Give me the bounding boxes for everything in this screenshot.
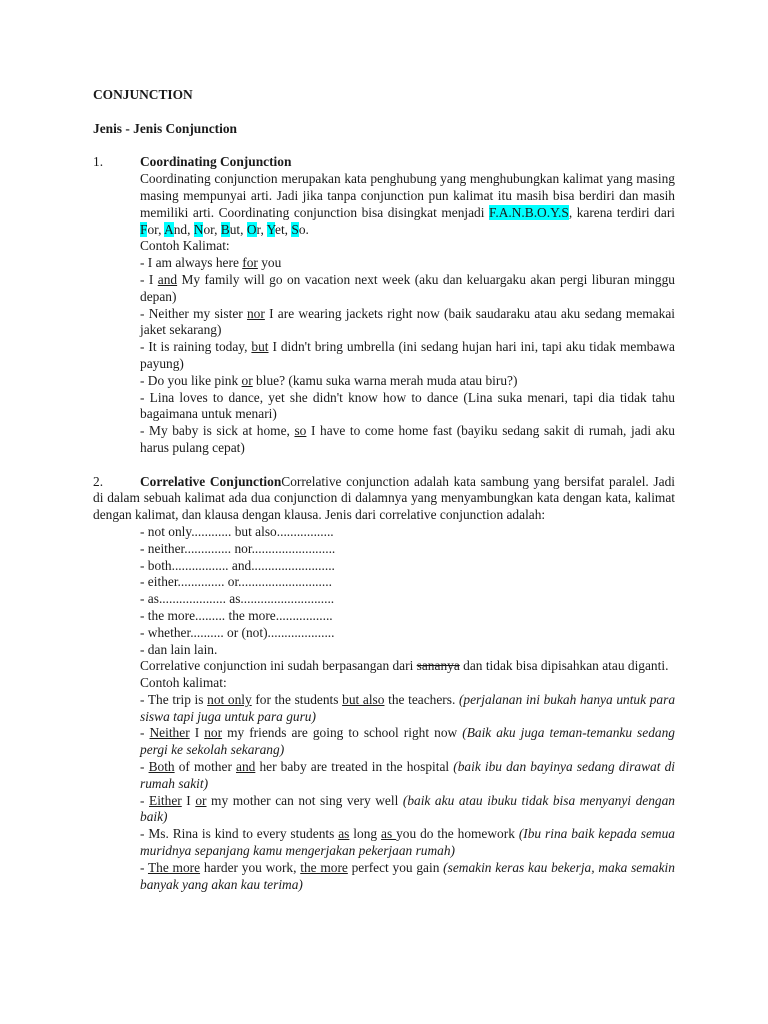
letter-highlight: O: [246, 221, 257, 237]
letter-highlight: Y: [266, 221, 275, 237]
letter-highlight: N: [193, 221, 204, 237]
example-line: - The trip is not only for the students but also the teachers. (perjalanan ini bukah hanya untuk para siswa tapi juga untuk para guru): [140, 691, 676, 724]
section-correlative: [93, 474, 675, 894]
section-intro: 2. Correlative ConjunctionCorrelative conjunction adalah kata sambung yang bersifat paralel. Jadi di dalam sebuah kalimat ada dua conjunction di dalamnya yang menyambungkan kata dengan kata, kalimat dengan kalimat, dan klausa dengan klausa. Jenis dari correlative conjunction adalah:: [93, 473, 675, 523]
pattern-item: - both................. and.........................: [140, 557, 335, 573]
correlative-body: [93, 524, 675, 894]
example-line: - Both of mother and her baby are treated in the hospital (baik ibu dan bayinya sedang dirawat di rumah sakit): [140, 759, 675, 791]
example-line: - Ms. Rina is kind to every students as long as you do the homework (Ibu rina baik kepada semua muridnya sepanjang kamu mengerjakan pekerjaan rumah): [140, 826, 675, 859]
pattern-item: - not only............ but also.................: [140, 523, 334, 539]
section-heading: Correlative Conjunction: [140, 473, 282, 489]
pattern-item: - the more......... the more.................: [140, 607, 333, 623]
pattern-item: - neither.............. nor.........................: [140, 540, 336, 556]
example-line: - Either I or my mother can not sing very well (baik aku atau ibuku tidak bisa menyanyi dengan baik): [140, 792, 675, 825]
pattern-item: - either.............. or............................: [140, 574, 332, 590]
document-page: [93, 87, 675, 893]
example-line: - Neither I nor my friends are going to school right now (Baik aku juga teman-temanku sedang pergi ke sekolah sekarang): [140, 725, 675, 758]
pattern-item: - dan lain lain.: [140, 641, 218, 657]
examples-label: Contoh kalimat:: [140, 675, 227, 691]
section-heading: Coordinating Conjunction: [140, 154, 292, 170]
examples-label: Contoh Kalimat:: [140, 238, 230, 254]
pattern-item: - as.................... as............................: [140, 591, 335, 607]
letter-highlight: A: [164, 221, 174, 237]
letter-highlight: F: [140, 221, 148, 237]
section-intro: Coordinating conjunction merupakan kata penghubung yang menghubungkan kalimat yang masing masing mempunyai arti. Jadi jika tanpa conjunction pun kalimat itu masih bisa berdiri dan masih memiliki arti. Coordinating conjunction bisa disingkat menjadi F.A.N.B.O.Y.S, karena terdiri dari For, And, Nor, But, Or, Yet, So.: [140, 171, 675, 237]
section-number: 2.: [93, 473, 104, 489]
example-line: - Lina loves to dance, yet she didn't know how to dance (Lina suka menari, tapi dia tidak tahu bagaimana untuk menari): [140, 389, 675, 422]
example-line: - Neither my sister nor I are wearing jackets right now (baik saudaraku atau aku sedang memakai jaket sekarang): [140, 305, 675, 338]
section-number: 1.: [93, 154, 104, 170]
document-title: CONJUNCTION: [93, 87, 193, 102]
example-line: - I am always here for you: [140, 255, 282, 271]
fanboys-highlight: F.A.N.B.O.Y.S: [489, 204, 569, 220]
letter-highlight: B: [220, 221, 230, 237]
example-line: - I and My family will go on vacation next week (aku dan keluargaku akan pergi liburan minggu depan): [140, 271, 675, 304]
correlative-note: Correlative conjunction ini sudah berpasangan dari sananya dan tidak bisa dipisahkan atau diganti.: [140, 658, 669, 674]
example-line: - Do you like pink or blue? (kamu suka warna merah muda atau biru?): [140, 372, 518, 388]
document-subtitle: Jenis - Jenis Conjunction: [93, 120, 237, 136]
section-coordinating: [93, 154, 675, 456]
example-line: - My baby is sick at home, so I have to come home fast (bayiku sedang sakit di rumah, jadi aku harus pulang cepat): [140, 423, 675, 455]
pattern-item: - whether.......... or (not)....................: [140, 624, 335, 640]
letter-highlight: S: [291, 221, 299, 237]
example-line: - The more harder you work, the more perfect you gain (semakin keras kau bekerja, maka semakin banyak yang akan kau terima): [140, 859, 675, 892]
example-line: - It is raining today, but I didn't bring umbrella (ini sedang hujan hari ini, tapi aku tidak membawa payung): [140, 339, 675, 371]
